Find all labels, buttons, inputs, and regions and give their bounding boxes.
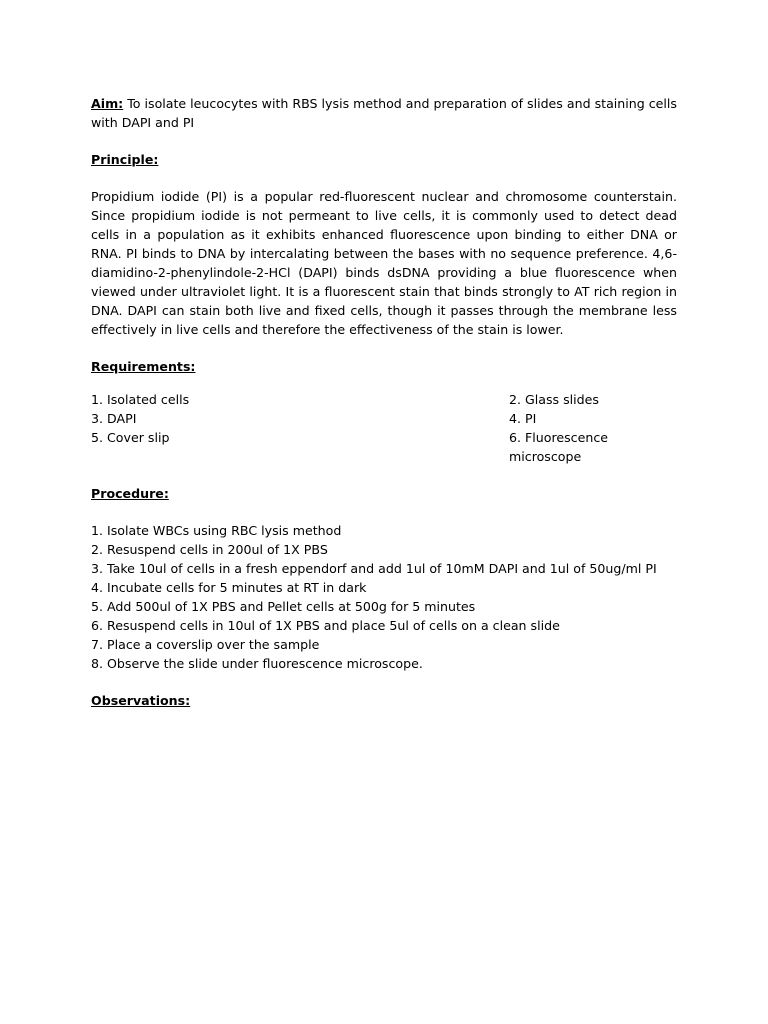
procedure-heading: Procedure: [91, 486, 169, 501]
procedure-list [91, 521, 677, 673]
procedure-step: 1. Isolate WBCs using RBC lysis method [91, 523, 342, 538]
requirement-item: 2. Glass slides [509, 392, 599, 407]
requirements-list [91, 390, 677, 466]
procedure-step: 5. Add 500ul of 1X PBS and Pellet cells at 500g for 5 minutes [91, 599, 476, 614]
requirement-item: 1. Isolated cells [91, 392, 190, 407]
procedure-step: 2. Resuspend cells in 200ul of 1X PBS [91, 542, 328, 557]
procedure-step: 8. Observe the slide under fluorescence microscope. [91, 656, 423, 671]
requirement-item: 3. DAPI [91, 411, 137, 426]
document-page [91, 94, 677, 710]
requirement-item: 6. Fluorescence microscope [509, 430, 608, 464]
procedure-step: 4. Incubate cells for 5 minutes at RT in dark [91, 580, 367, 595]
aim-text: To isolate leucocytes with RBS lysis method and preparation of slides and staining cells with DAPI and PI [91, 96, 677, 130]
procedure-step: 3. Take 10ul of cells in a fresh eppendorf and add 1ul of 10mM DAPI and 1ul of 50ug/ml PI [91, 561, 657, 576]
principle-heading: Principle: [91, 152, 159, 167]
requirements-heading: Requirements: [91, 359, 196, 374]
procedure-step: 6. Resuspend cells in 10ul of 1X PBS and place 5ul of cells on a clean slide [91, 618, 560, 633]
requirement-item: 5. Cover slip [91, 430, 170, 445]
procedure-step: 7. Place a coverslip over the sample [91, 637, 320, 652]
aim-label: Aim: [91, 96, 124, 111]
principle-text: Propidium iodide (PI) is a popular red-fluorescent nuclear and chromosome counterstain. Since propidium iodide is not permeant to live cells, it is commonly used to detect dead cells in a population as it exhibits enhanced fluorescence upon binding to either DNA or RNA. PI binds to DNA by intercalating between the bases with no sequence preference. 4,6-diamidino-2-phenylindole-2-HCl (DAPI) binds dsDNA providing a blue fluorescence when viewed under ultraviolet light. It is a fluorescent stain that binds strongly to AT rich region in DNA. DAPI can stain both live and fixed cells, though it passes through the membrane less effectively in live cells and therefore the effectiveness of the stain is lower. [91, 189, 677, 337]
requirement-item: 4. PI [509, 411, 537, 426]
aim-paragraph [91, 94, 677, 132]
observations-heading: Observations: [91, 693, 191, 708]
